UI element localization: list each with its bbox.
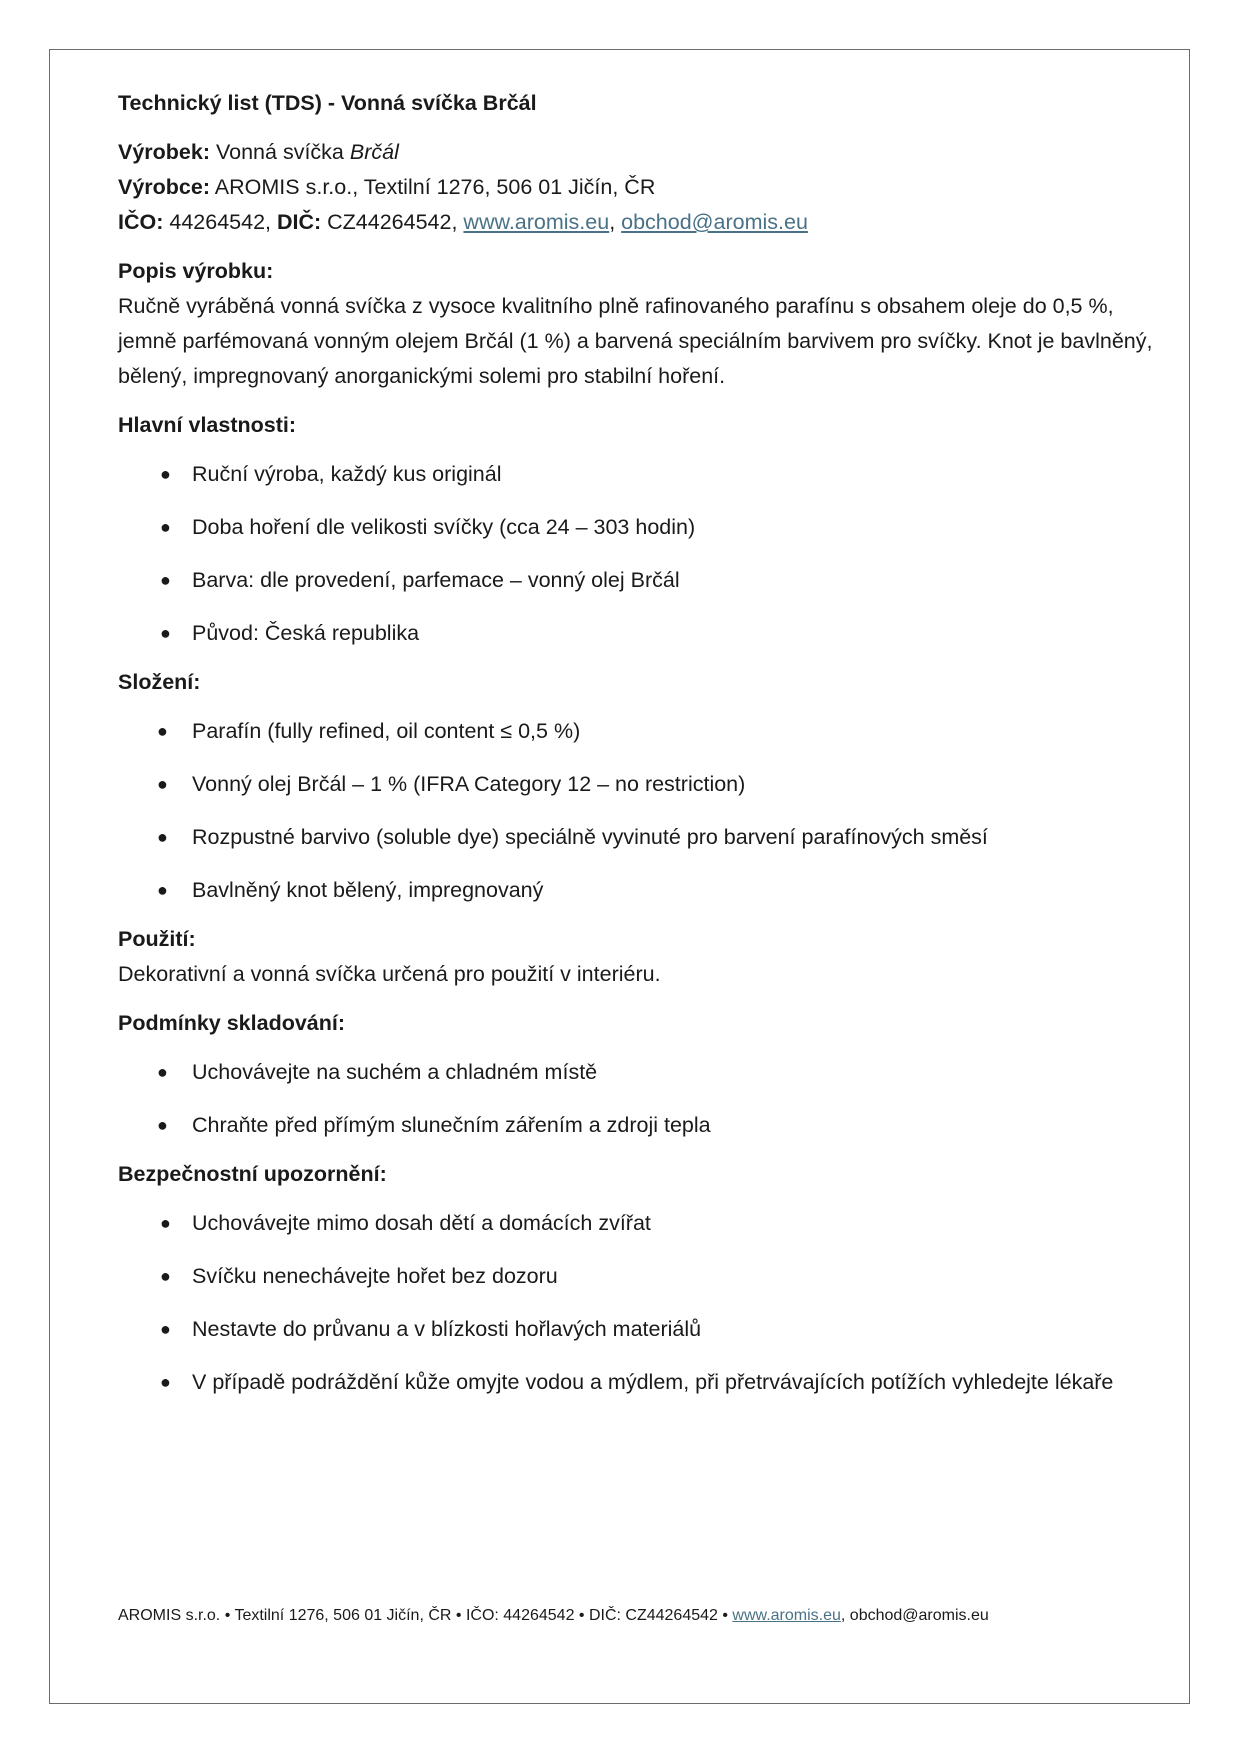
properties-list <box>118 457 1158 651</box>
bullet-icon: ● <box>160 570 171 590</box>
link-separator: , <box>609 210 622 234</box>
list-item: ● Bavlněný knot bělený, impregnovaný <box>118 873 1158 908</box>
description-text: Ručně vyráběná vonná svíčka z vysoce kvalitního plně rafinovaného parafínu s obsahem oleje do 0,5 %, jemně parfémovaná vonným olejem Brčál (1 %) a barvená speciálním barvivem pro svíčky. Knot je bavlněný, bělený, impregnovaný anorganickými solemi pro stabilní hoření. <box>118 294 1153 388</box>
storage-section <box>118 1006 1158 1143</box>
document-body <box>118 86 1158 1414</box>
storage-heading: Podmínky skladování: <box>118 1011 346 1035</box>
composition-heading: Složení: <box>118 670 201 694</box>
bullet-icon: ● <box>160 464 171 484</box>
list-item: ● Rozpustné barvivo (soluble dye) speciálně vyvinuté pro barvení parafínových směsí <box>118 820 1158 855</box>
usage-heading: Použití: <box>118 927 196 951</box>
bullet-icon: ● <box>157 880 168 900</box>
safety-section <box>118 1157 1158 1400</box>
safety-list <box>118 1206 1158 1400</box>
usage-text: Dekorativní a vonná svíčka určená pro použití v interiéru. <box>118 962 661 986</box>
list-item: ● Původ: Česká republika <box>118 616 1158 651</box>
footer-email: , obchod@aromis.eu <box>840 1607 989 1624</box>
footer-website-link[interactable]: www.aromis.eu <box>732 1607 841 1624</box>
product-value: Vonná svíčka <box>210 140 350 164</box>
bullet-icon: ● <box>160 1266 171 1286</box>
list-item: ● V případě podráždění kůže omyjte vodou a mýdlem, při přetrvávajících potížích vyhledejte lékaře <box>118 1365 1158 1400</box>
bullet-icon: ● <box>157 721 168 741</box>
description-heading: Popis výrobku: <box>118 259 274 283</box>
bullet-icon: ● <box>160 1372 171 1392</box>
website-link[interactable]: www.aromis.eu <box>463 210 610 234</box>
ico-value: 44264542, <box>163 210 277 234</box>
bullet-icon: ● <box>160 1213 171 1233</box>
dic-label: DIČ: <box>276 210 322 234</box>
list-item: ● Svíčku nenechávejte hořet bez dozoru <box>118 1259 1158 1294</box>
list-item: ● Chraňte před přímým slunečním zářením a zdroji tepla <box>118 1108 1158 1143</box>
bullet-icon: ● <box>157 1062 168 1082</box>
product-name: Brčál <box>349 140 399 164</box>
storage-list <box>118 1055 1158 1143</box>
list-item: ● Parafín (fully refined, oil content ≤ 0,5 %) <box>118 714 1158 749</box>
maker-value: AROMIS s.r.o., Textilní 1276, 506 01 Jičín, ČR <box>210 175 656 199</box>
product-line <box>118 135 1158 170</box>
bullet-icon: ● <box>157 827 168 847</box>
bullet-icon: ● <box>160 517 171 537</box>
product-label: Výrobek: <box>118 140 211 164</box>
properties-section <box>118 408 1158 651</box>
footer-text: AROMIS s.r.o. • Textilní 1276, 506 01 Jičín, ČR • IČO: 44264542 • DIČ: CZ44264542 • <box>118 1607 733 1624</box>
email-link[interactable]: obchod@aromis.eu <box>621 210 808 234</box>
list-item: ● Vonný olej Brčál – 1 % (IFRA Category 12 – no restriction) <box>118 767 1158 802</box>
product-info <box>118 135 1158 240</box>
composition-section <box>118 665 1158 908</box>
bullet-icon: ● <box>160 623 171 643</box>
maker-label: Výrobce: <box>118 175 211 199</box>
ico-label: IČO: <box>118 210 164 234</box>
ids-line <box>118 205 1158 240</box>
list-item: ● Barva: dle provedení, parfemace – vonný olej Brčál <box>118 563 1158 598</box>
composition-list <box>118 714 1158 908</box>
document-title: Technický list (TDS) - Vonná svíčka Brčál <box>118 91 537 115</box>
list-item: ● Uchovávejte na suchém a chladném místě <box>118 1055 1158 1090</box>
safety-heading: Bezpečnostní upozornění: <box>118 1162 387 1186</box>
list-item: ● Uchovávejte mimo dosah dětí a domácích zvířat <box>118 1206 1158 1241</box>
description-section <box>118 254 1158 394</box>
list-item: ● Doba hoření dle velikosti svíčky (cca 24 – 303 hodin) <box>118 510 1158 545</box>
usage-section <box>118 922 1158 992</box>
bullet-icon: ● <box>157 1115 168 1135</box>
list-item: ● Nestavte do průvanu a v blízkosti hořlavých materiálů <box>118 1312 1158 1347</box>
page-footer <box>118 1605 1158 1627</box>
bullet-icon: ● <box>157 774 168 794</box>
maker-line <box>118 170 1158 205</box>
properties-heading: Hlavní vlastnosti: <box>118 413 297 437</box>
bullet-icon: ● <box>160 1319 171 1339</box>
dic-value: CZ44264542, <box>321 210 464 234</box>
list-item: ● Ruční výroba, každý kus originál <box>118 457 1158 492</box>
